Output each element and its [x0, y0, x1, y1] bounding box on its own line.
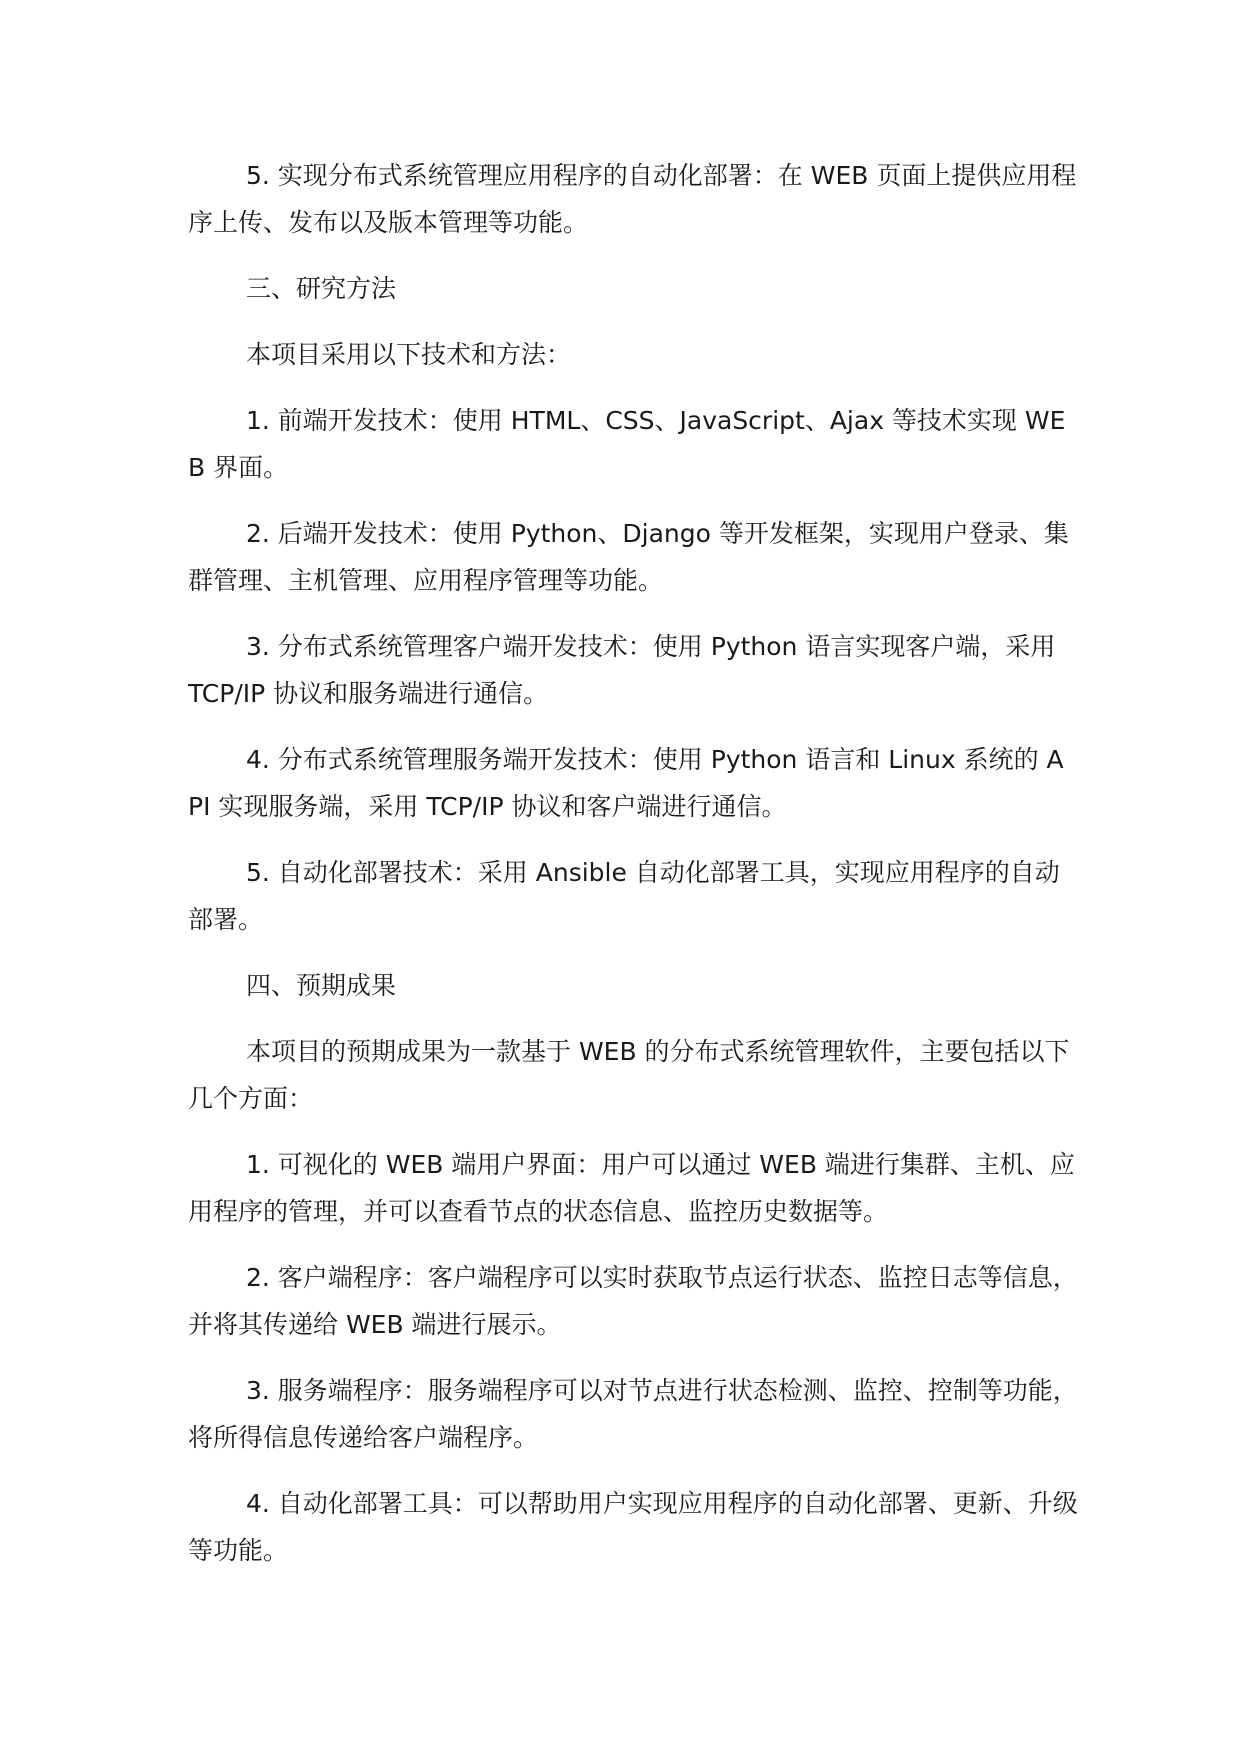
paragraph-outcome-1: 1. 可视化的 WEB 端用户界面：用户可以通过 WEB 端进行集群、主机、应用程序的管理，并可以查看节点的状态信息、监控历史数据等。	[188, 1150, 1075, 1226]
paragraph-method-4: 4. 分布式系统管理服务端开发技术：使用 Python 语言和 Linux 系统的 API 实现服务端，采用 TCP/IP 协议和客户端进行通信。	[188, 745, 1064, 821]
paragraph-method-3: 3. 分布式系统管理客户端开发技术：使用 Python 语言实现客户端，采用 TCP/IP 协议和服务端进行通信。	[188, 632, 1056, 708]
paragraph-outcome-4: 4. 自动化部署工具：可以帮助用户实现应用程序的自动化部署、更新、升级等功能。	[188, 1489, 1078, 1565]
paragraph-outcomes-intro: 本项目的预期成果为一款基于 WEB 的分布式系统管理软件，主要包括以下几个方面：	[188, 1037, 1070, 1113]
section-heading-methods: 三、研究方法	[246, 274, 397, 303]
paragraph-method-5: 5. 自动化部署技术：采用 Ansible 自动化部署工具，实现应用程序的自动部署。	[188, 858, 1060, 934]
document-body	[188, 152, 1078, 1593]
section-heading-outcomes: 四、预期成果	[246, 971, 397, 1000]
paragraph-method-1: 1. 前端开发技术：使用 HTML、CSS、JavaScript、Ajax 等技术实现 WEB 界面。	[188, 406, 1066, 482]
paragraph-outcome-2: 2. 客户端程序：客户端程序可以实时获取节点运行状态、监控日志等信息，并将其传递给 WEB 端进行展示。	[188, 1263, 1078, 1339]
paragraph-goal-5: 5. 实现分布式系统管理应用程序的自动化部署：在 WEB 页面上提供应用程序上传、发布以及版本管理等功能。	[188, 161, 1077, 237]
paragraph-outcome-3: 3. 服务端程序：服务端程序可以对节点进行状态检测、监控、控制等功能，将所得信息传递给客户端程序。	[188, 1376, 1078, 1452]
paragraph-method-2: 2. 后端开发技术：使用 Python、Django 等开发框架，实现用户登录、集群管理、主机管理、应用程序管理等功能。	[188, 519, 1069, 595]
paragraph-methods-intro: 本项目采用以下技术和方法：	[246, 340, 572, 369]
